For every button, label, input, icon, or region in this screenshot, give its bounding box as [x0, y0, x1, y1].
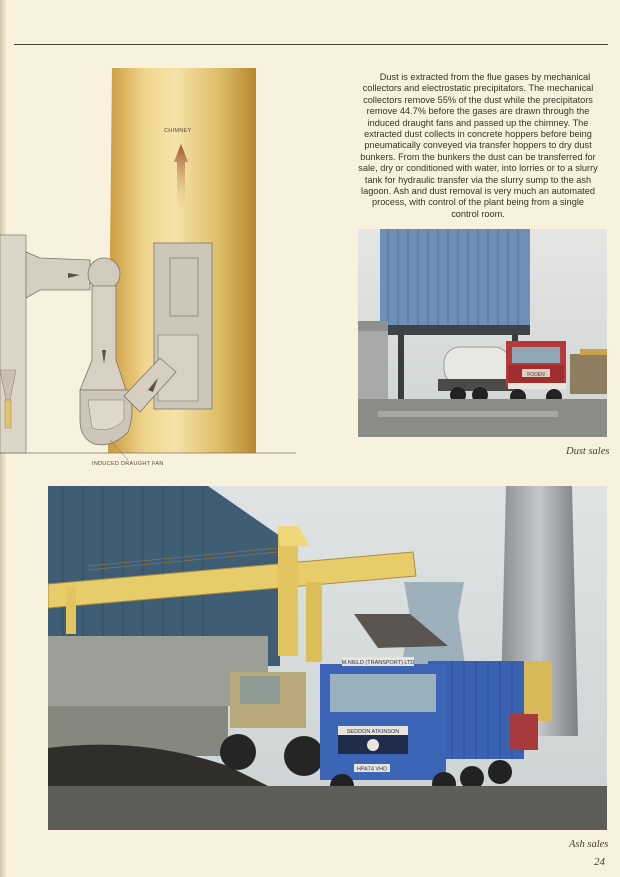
page-number: 24: [594, 856, 605, 868]
precipitator-wall: [0, 235, 26, 453]
caption-dust-sales: Dust sales: [566, 446, 610, 457]
duct-elbow: [88, 258, 120, 290]
top-rule: [14, 44, 608, 45]
cab-badge: FODEN: [527, 372, 545, 378]
photo-dust-sales: [358, 229, 607, 437]
article-body: [357, 72, 599, 220]
photo-ash-sales: [48, 486, 607, 830]
number-plate: HPA74 VHD: [356, 766, 388, 773]
fan-label: INDUCED DRAUGHT FAN: [92, 461, 164, 467]
flue-gas-diagram: [0, 60, 310, 470]
dust-sales-image: [358, 229, 607, 437]
article-paragraph: Dust is extracted from the flue gases by mechanical collectors and electrostatic precipitators. The mechanical collectors remove 55% of the dust while the precipitators remove 44.7% before the gases are drawn through the induced draught fans and passed up the chimney. The extracted dust collects in concrete hoppers before being pneumatically conveyed via transfer hoppers to dry dust bunkers. From the bunkers the dust can be transferred for sale, dry or conditioned with water, into lorries or to a slurry tank for hydraulic transfer via the slurry sump to the ash lagoon. Ash and dust removal is very much an automated process, with control of the plant being from a single control room.: [358, 72, 598, 219]
ash-sales-image: [48, 486, 607, 830]
inlet-duct: [26, 252, 90, 298]
diagram-svg: [0, 60, 310, 470]
caption-ash-sales: Ash sales: [569, 839, 609, 850]
trailer-sign: M.NIELD (TRANSPORT) LTD: [341, 660, 415, 666]
grille-badge: SEDDON ATKINSON: [346, 729, 400, 735]
chimney-label: CHIMNEY: [164, 128, 192, 134]
